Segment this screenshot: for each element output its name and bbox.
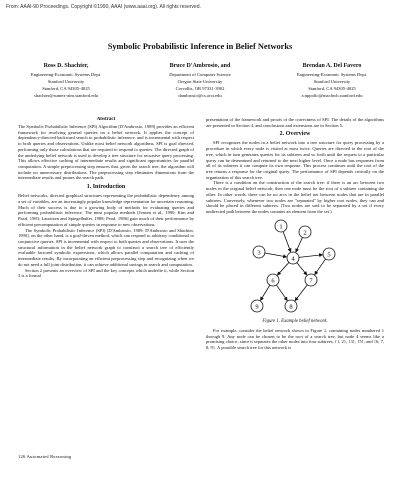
section-heading-overview: 2. Overview — [279, 131, 311, 138]
author-affiliation: Engineering-Economic Systems Dept. — [30, 72, 102, 77]
paper-title: Symbolic Probabilistic Inference in Belief Networks — [107, 42, 293, 51]
author-affiliation: Department of Computer Science — [169, 72, 231, 77]
node-label-2: 2 — [303, 229, 307, 237]
edge-7-8 — [295, 285, 307, 301]
paragraph: Section 2 presents an overview of SPI and the key concepts which underlie it, while Section 3 is a formal — [18, 267, 194, 279]
node-label-5: 5 — [327, 251, 331, 259]
author-affiliation: Engineering-Economic Systems Dept. — [296, 72, 368, 77]
author-address: Stanford, CA 94305-4025 — [308, 86, 356, 91]
author-email: a.nppollo@machwh.stanford.edu — [301, 93, 363, 98]
edge-3-4 — [265, 253, 287, 257]
edge-4-6 — [277, 262, 289, 275]
figure-caption: Figure 1. Example belief network. — [262, 318, 328, 324]
abstract-heading: Abstract — [96, 117, 116, 122]
paragraph: For example, consider the belief network shown in Figure 1, containing nodes numbered 1 through 9. Any node can be chosen to be the root of a search tree, but node 4 seems like a promising choice, since it separates the other nodes into four subtrees, {1, 2}, {3}, {5}, and {6, 7, 8, 9}. A possible search tree for this network is — [206, 327, 384, 350]
author-affiliation: Oregon State University — [177, 79, 223, 84]
left-column — [18, 117, 194, 449]
source-line: From: AAAI-90 Proceedings. Copyright ©1990, AAAI (www.aaai.org). All rights reserved. — [6, 4, 201, 10]
belief-network-diagram — [235, 218, 355, 317]
author-name: Bruce D'Ambrosio, and — [169, 63, 231, 69]
author-address: Corvallis, OR 97331-3902 — [175, 86, 225, 91]
edge-4-5 — [299, 255, 322, 258]
paragraph: SPI recognizes the nodes in a belief network into a tree structure for query processing by a procedure in which every node is visited at most twice. Queries are directed to the root of the tree, which in turn generates queries for its subtrees and so forth until the request to a particular query can be determined and returned to the next higher level. Once a node has responses from all of its subtrees it can compute its own response. This process continues until the root of the tree returns a response for the original query. The performance of SPI depends critically on the organization of this search tree. — [206, 140, 384, 180]
edge-6-9 — [260, 285, 269, 300]
abstract-text: The Symbolic Probabilistic Inference (SPI) Algorithm [D'Ambrosio, 1989] provides an efficient framework for resolving general queries on a belief network. It applies the concept of dependency-directed backward search to probabilistic inference, and is incremental with respect to both queries and observations. Unlike most belief network algorithms, SPI is goal directed, performing only those calculations that are required to respond to queries. The directed graph of the underlying belief network is used to develop a tree structure for recursive query processing. This allows effective caching of intermediate results and significant opportunities for parallel computation. A simple preprocessing step ensures that, given the search tree, the algorithm will include no unnecessary distributions. The preprocessing step eliminates dimensions from the intermediate results and prunes the search path. — [18, 124, 194, 181]
node-label-1: 1 — [279, 223, 283, 231]
belief-network-figure — [206, 218, 384, 317]
node-label-6: 6 — [271, 277, 275, 285]
right-column — [206, 117, 384, 449]
edge-4-7 — [297, 262, 307, 274]
node-label-9: 9 — [255, 303, 259, 311]
edge-2-4 — [296, 237, 303, 252]
node-label-7: 7 — [309, 277, 313, 285]
author-block-dambrosio — [146, 62, 254, 99]
author-address: Stanford, CA 94305-4025 — [42, 86, 90, 91]
author-name: Brendan A. Del Favero — [302, 63, 362, 69]
node-label-4: 4 — [291, 255, 295, 263]
edge-1-4 — [283, 231, 291, 251]
paragraph: Belief networks, directed graphical structures representing the probabilistic dependency among a set of variables, are an increasingly popular knowledge representation for uncertain reasoning. Much of their success is due to a growing body of methods for evaluating queries and performing probabilistic inference. The most popular methods [Jensen et al., 1990; Kim and Pearl, 1983; Lauritzen and Spiegelhalter, 1988; Pearl, 1986] gain much of their performance by efficient precomputation of simple queries in response to new observations. — [18, 193, 194, 227]
author-affiliation: Stanford University — [313, 79, 351, 84]
section-heading-introduction: 1. Introduction — [86, 184, 126, 191]
author-email: shachter@sumex-aim.stanford.edu — [34, 93, 98, 98]
edge-5-7 — [315, 259, 326, 275]
node-label-8: 8 — [289, 303, 293, 311]
edge-6-8 — [276, 285, 287, 301]
author-affiliation: Stanford University — [47, 79, 85, 84]
paragraph: presentation of the framework and proofs of the correctness of SPI. The details of the algorithms are presented in Section 4, and conclusions and extensions are in Section 5. — [206, 117, 384, 128]
author-block-delfavero — [278, 62, 386, 99]
paragraph: There is a condition on the construction of the search tree: if there is an arc between two nodes in the original belief network, then one node must be the root of a subtree containing the other. In other words, there can be no arcs in the belief net between nodes that are in parallel subtrees. Conversely, whenever two nodes are "separated" by higher root nodes, they can and should be placed in different subtrees. (Two nodes are said to be separated by a set if every undirected path between the nodes contains an element from the set.) — [206, 180, 384, 215]
author-name: Ross D. Shachter, — [43, 63, 89, 69]
author-email: dambrosio@cs.orst.edu — [178, 93, 222, 98]
page-footer: 126 Automated Reasoning — [18, 454, 72, 459]
node-label-3: 3 — [257, 249, 261, 257]
paragraph: The Symbolic Probabilistic Inference (SPI) [D'Ambrosio, 1989; D'Ambrosio and Shachter, 1990], on the other hand, is a goal-driven method, which can respond to arbitrary conditional or conjunctive queries. SPI is incremental with respect to both queries and observations. It uses the structural information in the belief network graph to construct a search tree of efficiently evaluable factored symbolic expressions, which allows parallel computation and caching of intermediate results. By incorporating an efficient preprocessing step and recognizing when we do not need a full joint distribution, it can achieve additional savings in search and computation. — [18, 227, 194, 267]
author-block-shachter — [14, 62, 118, 99]
